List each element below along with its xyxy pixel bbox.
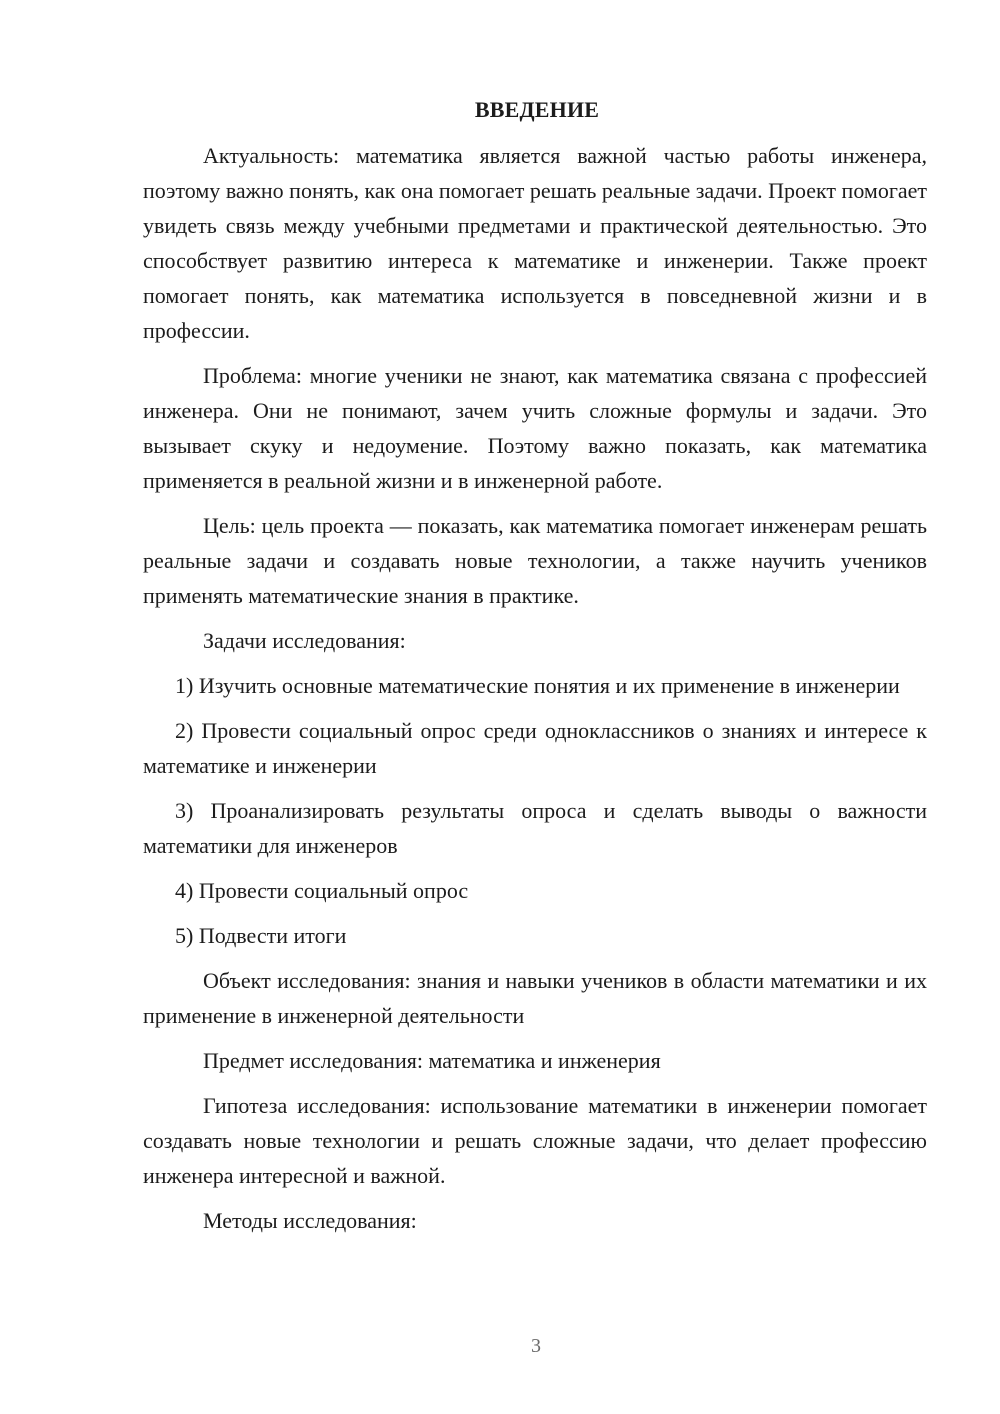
methods-heading: Методы исследования: [203, 1208, 417, 1233]
task-item: 1) Изучить основные математические понятия и их применение в инженерии [175, 673, 900, 698]
relevance-paragraph: Актуальность: математика является важной частью работы инженера, поэтому важно понять, как она помогает решать реальные задачи. Проект помогает увидеть связь между учебными предметами и практической деятельностью. Это способствует развитию интереса к математике и инженерии. Также проект помогает понять, как математика используется в повседневной жизни и в профессии. [143, 143, 927, 343]
subject-paragraph: Предмет исследования: математика и инженерия [203, 1048, 661, 1073]
task-item: 4) Провести социальный опрос [175, 878, 469, 903]
problem-paragraph: Проблема: многие ученики не знают, как математика связана с профессией инженера. Они не понимают, зачем учить сложные формулы и задачи. Это вызывает скуку и недоумение. Поэтому важно показать, как математика применяется в реальной жизни и в инженерной работе. [143, 363, 927, 493]
task-item: 2) Провести социальный опрос среди одноклассников о знаниях и интересе к математике и инженерии [143, 718, 927, 778]
task-item: 3) Проанализировать результаты опроса и сделать выводы о важности математики для инженеров [143, 798, 927, 858]
hypothesis-paragraph: Гипотеза исследования: использование математики в инженерии помогает создавать новые технологии и решать сложные задачи, что делает профессию инженера интересной и важной. [143, 1093, 927, 1188]
page-content [143, 95, 927, 1238]
page-title: ВВЕДЕНИЕ [474, 97, 600, 122]
tasks-heading: Задачи исследования: [203, 628, 406, 653]
page-number: 3 [531, 1335, 541, 1357]
task-item: 5) Подвести итоги [175, 923, 347, 948]
object-paragraph: Объект исследования: знания и навыки учеников в области математики и их применение в инженерной деятельности [143, 968, 927, 1028]
goal-paragraph: Цель: цель проекта — показать, как математика помогает инженерам решать реальные задачи и создавать новые технологии, а также научить учеников применять математические знания в практике. [143, 513, 927, 608]
